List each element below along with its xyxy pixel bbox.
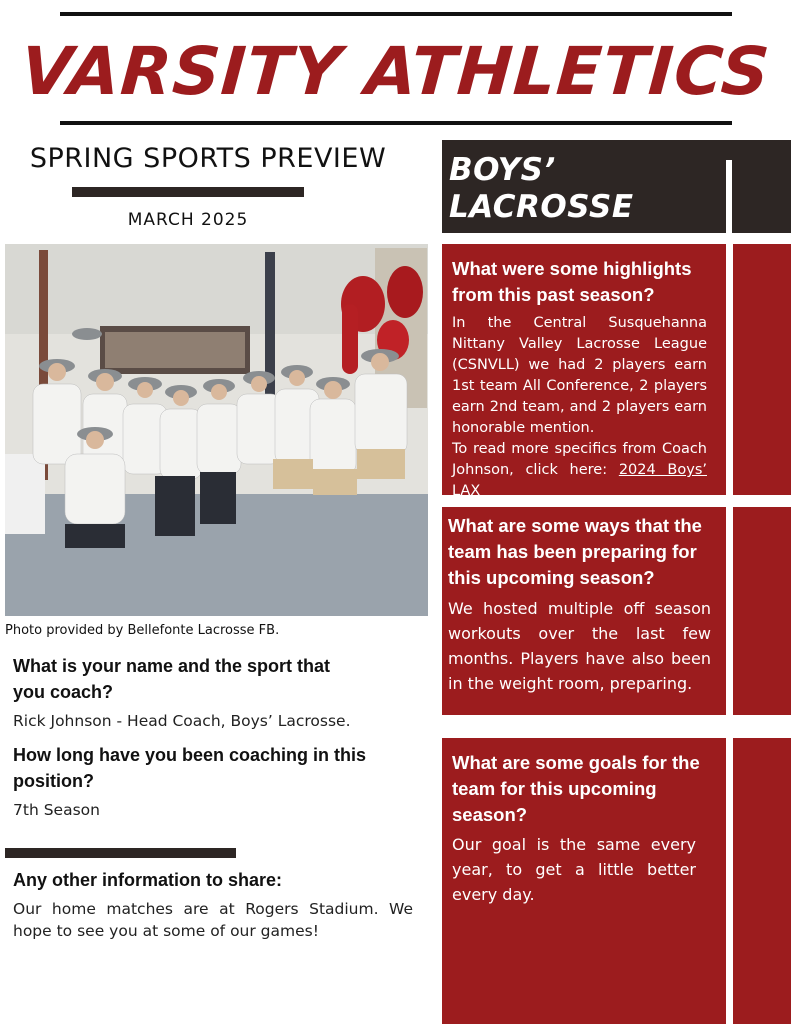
answer-other-info: Our home matches are at Rogers Stadium. We hope to see you at some of our games! (13, 900, 413, 940)
highlights-link-intro: To read more specifics from Coach Johnson, click here: (452, 441, 707, 478)
highlights-panel-stripe (733, 244, 791, 495)
section-divider (72, 187, 304, 197)
preparing-question: What are some ways that the team has been preparing for this upcoming season? (448, 515, 702, 588)
goals-answer: Our goal is the same every year, to get a little better every day. (452, 835, 696, 904)
interview-divider (5, 848, 236, 858)
issue-date: MARCH 2025 (127, 210, 249, 230)
photo-caption: Photo provided by Bellefonte Lacrosse FB. (5, 623, 280, 638)
highlights-question: What were some highlights from this past season? (452, 258, 692, 305)
masthead-bottom-rule (60, 121, 732, 125)
masthead-title: VARSITY ATHLETICS (18, 33, 773, 110)
sport-title-line2: LACROSSE (449, 189, 634, 225)
team-photo (5, 244, 428, 616)
highlights-answer: In the Central Susquehanna Nittany Valley Lacrosse League (CSNVLL) we had 2 players earn 1st team All Conference, 2 players earn 2nd team, and 2 players earn honorable mention. (452, 315, 707, 436)
question-name-sport: What is your name and the sport that you coach? (13, 656, 331, 702)
highlights-answer-block (452, 313, 707, 502)
preparing-answer: We hosted multiple off season workouts over the last few months. Players have also been in the weight room, preparing. (448, 599, 711, 693)
preparing-panel-stripe (733, 507, 791, 715)
goals-panel-stripe (733, 738, 791, 1024)
sport-title-line1: BOYS’ (449, 152, 556, 188)
team-photo-illustration (5, 244, 428, 616)
answer-coaching-length: 7th Season (13, 801, 100, 819)
masthead-top-rule (60, 12, 732, 16)
sport-title (449, 152, 719, 226)
question-coaching-length: How long have you been coaching in this position? (13, 745, 367, 791)
answer-name-sport: Rick Johnson - Head Coach, Boys’ Lacrosse. (13, 712, 351, 730)
boys-lax-2024-link[interactable]: 2024 Boys’ LAX (452, 462, 707, 499)
section-title: SPRING SPORTS PREVIEW (29, 143, 387, 174)
question-other-info: Any other information to share: (13, 870, 283, 890)
sport-banner-accent (726, 160, 732, 233)
goals-question: What are some goals for the team for this upcoming season? (452, 752, 700, 825)
